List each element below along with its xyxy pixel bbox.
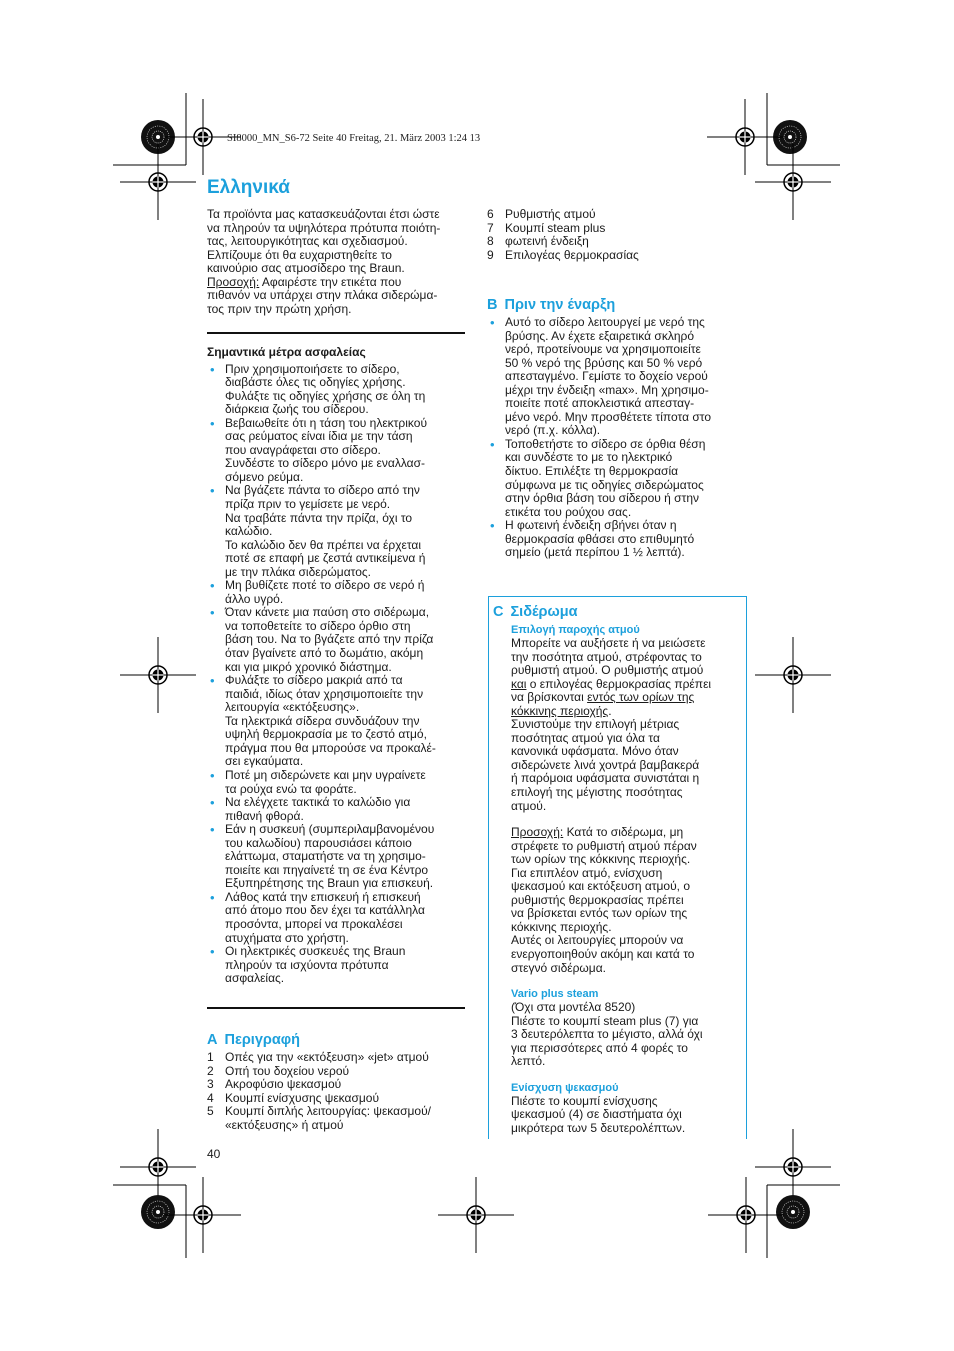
safety-item: • Όταν κάνετε μια παύση στο σιδέρωμα, να τοποθετείτε το σίδερο όρθιο στη βάση του. Να το βγάζετε από την πρίζα όταν βγαίνετε από το δωμάτιο, ακόμη και για μικρό χρονικό διάστημα. — [207, 606, 469, 674]
registration-cross-icon — [708, 1177, 784, 1253]
intro-text: Τα προϊόντα μας κατασκευάζονται έτσι ώστε να πληρούν τα υψηλότερα πρότυπα ποιότη- τας, λειτουργικότητας και σχεδιασμού. Ελπίζουμε ότι θα ευχαριστηθείτε το καινούριο σας ατμοσίδερο της Braun. Προσοχή: Αφαιρέστε την ετικέτα που πιθανόν να υπάρχει στην πλάκα σιδερώμα- τος πριν την πρώτη χρήση. — [207, 207, 441, 316]
registration-wheel-icon — [141, 1195, 175, 1229]
page-number: 40 — [207, 1147, 221, 1161]
section-b-heading: B Πριν την έναρξη — [487, 297, 616, 313]
list-item: 4 Κουμπί ενίσχυσης ψεκασμού — [207, 1090, 380, 1105]
section-divider — [207, 332, 465, 334]
page-title: Ελληνικά — [207, 177, 290, 198]
list-item: 9 Επιλογέας θερμοκρασίας — [487, 247, 639, 262]
registration-cross-icon — [755, 144, 831, 220]
section-a-continued — [487, 208, 749, 262]
list-item: 8 φωτεινή ένδειξη — [487, 234, 589, 249]
section-b — [487, 296, 749, 560]
list-item: • Τοποθετήστε το σίδερο σε όρθια θέση και συνδέστε το με το ηλεκτρικό δίκτυο. Επιλέξτε τη θερμοκρασία σύμφωνα με τις οδηγίες σιδερώματος στην όρθια βάση του σίδερου ή στην ετικέτα του ρούχου σας. — [487, 438, 749, 519]
section-a-heading: A Περιγραφή — [207, 1032, 301, 1048]
section-divider — [207, 1007, 465, 1009]
caution-label: Προσοχή: — [511, 825, 564, 840]
list-item: 5 Κουμπί διπλής λειτουργίας: ψεκασμού/ «εκτόξευσης» ή ατμού — [207, 1104, 431, 1132]
registration-cross-icon — [438, 1177, 514, 1253]
registration-wheel-icon — [776, 1195, 810, 1229]
safety-item: • Εάν η συσκευή (συμπεριλαμβανομένου του καλωδίου) παρουσιάσει κάποιο ελάττωμα, σταματήστε να τη χρησιμο- ποιείτε και πηγαίνετέ τη σε ένα Κέντρο Εξυπηρέτησης της Braun για επισκευή. — [207, 823, 469, 891]
registration-cross-icon — [707, 99, 783, 175]
safety-item: • Να βγάζετε πάντα το σίδερο από την πρίζα πριν το γεμίσετε με νερό. Να τραβάτε πάντα την πρίζα, όχι το καλώδιο. Το καλώδιο δεν θα πρέπει να έρχεται ποτέ σε επαφή με ζεστά αντικείμενα ή με την πλάκα σιδερώματος. — [207, 484, 469, 579]
safety-item: • Να ελέγχετε τακτικά το καλώδιο για πιθανή φθορά. — [207, 796, 469, 823]
safety-item: • Πριν χρησιμοποιήσετε το σίδερο, διαβάστε όλες τις οδηγίες χρήσης. Φυλάξτε τις οδηγίες χρήσης σε όλη τη διάρκεια ζωής του σίδερου. — [207, 363, 469, 417]
section-c-heading: C Σιδέρωμα — [493, 604, 578, 620]
list-item: 1 Οπές για την «εκτόξευση» «jet» ατμού — [207, 1050, 429, 1064]
steam-subsection: Επιλογή παροχής ατμού Μπορείτε να αυξήσετε ή να μειώσετε την ποσότητα ατμού, στρέφοντας το ρυθμιστή ατμού. Ο ρυθμιστής ατμού και ο επιλογέας θερμοκρασίας πρέπει να βρίσκονται εντός των ορίων της κόκκινης περιοχής. Συνιστούμε την επιλογή μέτριας ποσότητας ατμού για όλα τα κανονικά υφάσματα. Μόνο όταν σιδερώνετε λινά χοντρά βαμβακερά ή παρόμοια υφάσματα συνιστάται η επιλογή της μέγιστης ποσότητας ατμού. Προσοχή: Κατά το σιδέρωμα, μη στρέφετε το ρυθμιστή ατμού πέραν των ορίων της κόκκινης περιοχής. Για επιπλέον ατμό, ενίσχυση ψεκασμού και εκτόξευση ατμού, ο ρυθμιστής θερμοκρασίας πρέπει να βρίσκεται εντός των ορίων της κόκκινης περιοχής. Αυτές οι λειτουργίες μπορούν να ενεργοποιηθούν ακόμη και κατά το στεγνό σιδέρωμα. Vario plus steam (Όχι στα μοντέλα 8520) Πιέστε το κουμπί steam plus (7) για 3 δευτερόλεπτα το μέγιστο, αλλά όχι για περισσότερες από 4 φορές το λεπτό. Ενίσχυση ψεκασμού Πιέστε το κουμπί ενίσχυσης ψεκασμού (4) σε διαστήματα όχι μικρότερα των 5 δευτερολέπτων. — [511, 624, 745, 1136]
print-header: SI8000_MN_S6-72 Seite 40 Freitag, 21. März 2003 1:24 13 — [227, 133, 481, 144]
safety-item: • Βεβαιωθείτε ότι η τάση του ηλεκτρικού σας ρεύματος είναι ίδια με την τάση που αναγράφεται στο σίδερο. Συνδέστε το σίδερο μόνο με εναλλασ- σόμενο ρεύμα. — [207, 417, 469, 485]
registration-cross-icon — [755, 1129, 831, 1205]
list-item: • Η φωτεινή ένδειξη σβήνει όταν η θερμοκρασία φθάσει στο επιθυμητό σημείο (μετά περίπου 1 ½ λεπτά). — [487, 519, 749, 560]
registration-cross-icon — [165, 1177, 241, 1253]
safety-item: • Λάθος κατά την επισκευή ή επισκευή από άτομο που δεν έχει τα κατάλληλα προσόντα, μπορεί να προκαλέσει ατυχήματα στο χρήστη. — [207, 891, 469, 945]
steam-heading: Επιλογή παροχής ατμού — [511, 624, 640, 636]
list-item: 3 Ακροφύσιο ψεκασμού — [207, 1077, 342, 1092]
registration-cross-icon — [120, 637, 196, 713]
safety-section — [207, 346, 469, 986]
registration-cross-icon — [120, 144, 196, 220]
safety-item: • Οι ηλεκτρικές συσκευές της Braun πληρούν τα ισχύοντα πρότυπα ασφαλείας. — [207, 945, 469, 986]
list-item: 7 Κουμπί steam plus — [487, 220, 606, 235]
list-item: • Αυτό το σίδερο λειτουργεί με νερό της βρύσης. Αν έχετε εξαιρετικά σκληρό νερό, προτείνουμε να χρησιμοποιείτε 50 % νερό της βρύσης και 50 % νερό απεσταγμένο. Γεμίστε το δοχείο νερού μέχρι την ένδειξη «max». Μη χρησιμο- ποιείτε ποτέ αποκλειστικά απεσταγ- μένο νερό. Μην προσθέτετε τίποτα στο νερό (π.χ. κόλλα). — [487, 316, 749, 438]
spray-heading: Ενίσχυση ψεκασμού — [511, 1081, 619, 1094]
list-item: 6 Ρυθμιστής ατμού — [487, 207, 596, 221]
vario-heading: Vario plus steam — [511, 988, 599, 1001]
safety-item: • Ποτέ μη σιδερώνετε και μην υγραίνετε τα ρούχα ενώ τα φοράτε. — [207, 769, 469, 796]
caution-label: Προσοχή: — [207, 274, 260, 289]
safety-item: • Μη βυθίζετε ποτέ το σίδερο σε νερό ή άλλο υγρό. — [207, 579, 469, 606]
section-c — [493, 603, 743, 621]
section-a — [207, 1031, 469, 1132]
registration-cross-icon — [755, 637, 831, 713]
list-item: 2 Οπή του δοχείου νερού — [207, 1063, 350, 1078]
registration-cross-icon — [120, 1129, 196, 1205]
safety-heading: Σημαντικά μέτρα ασφαλείας — [207, 345, 366, 359]
safety-item: • Φυλάξτε το σίδερο μακριά από τα παιδιά, ιδίως όταν χρησιμοποιείτε την λειτουργία «εκτόξευσης». Τα ηλεκτρικά σίδερα συνδυάζουν την υψηλή θερμοκρασία με το ζεστό ατμό, πράγμα που θα μπορούσε να προκαλέ- σει εγκαύματα. — [207, 674, 469, 769]
